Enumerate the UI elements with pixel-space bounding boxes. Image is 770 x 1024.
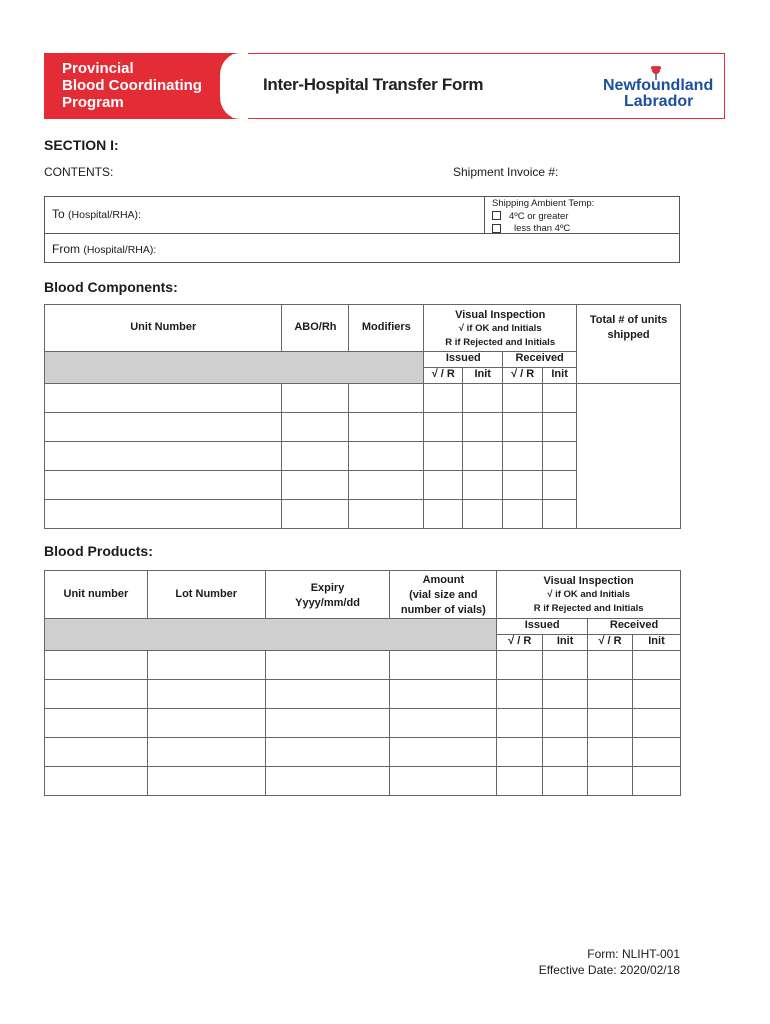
effective-date: Effective Date: 2020/02/18 (538, 963, 680, 977)
table-row (45, 651, 681, 680)
box-vertical-divider (484, 196, 485, 234)
cell[interactable] (543, 709, 588, 738)
cell[interactable] (147, 680, 265, 709)
cell[interactable] (497, 680, 543, 709)
shipping-title: Shipping Ambient Temp: (492, 198, 595, 209)
total-units-cell[interactable] (577, 384, 681, 529)
grey-band (45, 619, 497, 651)
cell[interactable] (543, 413, 577, 442)
cell[interactable] (147, 738, 265, 767)
cell[interactable] (282, 500, 349, 529)
issued-check-header: √ / R (497, 635, 543, 651)
header-border-right (724, 53, 725, 119)
col-amount: Amount (vial size and number of vials) (390, 571, 497, 619)
cell[interactable] (282, 413, 349, 442)
cell[interactable] (45, 471, 282, 500)
cell[interactable] (543, 500, 577, 529)
cell[interactable] (147, 709, 265, 738)
cell[interactable] (424, 500, 463, 529)
col-unit-number: Unit number (45, 571, 148, 619)
cell[interactable] (633, 738, 681, 767)
cell[interactable] (424, 413, 463, 442)
received-check-header: √ / R (588, 635, 633, 651)
col-unit-number: Unit Number (45, 305, 282, 352)
temp-option-2[interactable]: less than 4ºC (492, 223, 594, 236)
col-modifiers: Modifiers (349, 305, 424, 352)
cell[interactable] (265, 738, 390, 767)
cell[interactable] (265, 651, 390, 680)
cell[interactable] (463, 442, 503, 471)
cell[interactable] (45, 709, 148, 738)
cell[interactable] (390, 680, 497, 709)
cell[interactable] (633, 709, 681, 738)
temp-option-1[interactable]: 4ºC or greater (492, 211, 594, 224)
cell[interactable] (543, 384, 577, 413)
cell[interactable] (503, 471, 543, 500)
issued-init-header: Init (463, 368, 503, 384)
logo-newfoundland: Newfoundland (603, 77, 714, 94)
cell[interactable] (147, 651, 265, 680)
cell[interactable] (497, 738, 543, 767)
section-title: SECTION I: (44, 137, 119, 153)
components-title: Blood Components: (44, 279, 178, 295)
cell[interactable] (45, 384, 282, 413)
issued-check-header: √ / R (424, 368, 463, 384)
table-row (45, 738, 681, 767)
table-row (45, 384, 681, 413)
cell[interactable] (424, 442, 463, 471)
cell[interactable] (390, 651, 497, 680)
cell[interactable] (349, 471, 424, 500)
cell[interactable] (588, 651, 633, 680)
issued-header: Issued (424, 352, 503, 368)
header-border-bottom (232, 118, 725, 119)
cell[interactable] (45, 738, 148, 767)
cell[interactable] (463, 384, 503, 413)
cell[interactable] (349, 442, 424, 471)
cell[interactable] (265, 680, 390, 709)
cell[interactable] (543, 651, 588, 680)
cell[interactable] (503, 384, 543, 413)
col-total-units: Total # of units shipped (577, 305, 681, 384)
cell[interactable] (497, 767, 543, 796)
cell[interactable] (349, 384, 424, 413)
header-border-top (232, 53, 725, 54)
cell[interactable] (282, 442, 349, 471)
cell[interactable] (543, 767, 588, 796)
table-row (45, 709, 681, 738)
cell[interactable] (45, 767, 148, 796)
cell[interactable] (543, 738, 588, 767)
cell[interactable] (463, 413, 503, 442)
cell[interactable] (349, 413, 424, 442)
cell[interactable] (588, 738, 633, 767)
received-check-header: √ / R (503, 368, 543, 384)
cell[interactable] (463, 471, 503, 500)
cell[interactable] (349, 500, 424, 529)
cell[interactable] (633, 767, 681, 796)
issued-init-header: Init (543, 635, 588, 651)
received-header: Received (588, 619, 681, 635)
cell[interactable] (463, 500, 503, 529)
cell[interactable] (503, 442, 543, 471)
shipping-temp (492, 198, 594, 236)
contents-label: CONTENTS: (44, 165, 114, 179)
cell[interactable] (633, 680, 681, 709)
col-visual-inspection: Visual Inspection √ if OK and Initials R if Rejected and Initials (497, 571, 681, 619)
cell[interactable] (390, 767, 497, 796)
checkbox-icon[interactable] (492, 211, 501, 220)
to-hospital-field[interactable]: To (Hospital/RHA): (52, 207, 141, 221)
cell[interactable] (147, 767, 265, 796)
cell[interactable] (45, 680, 148, 709)
cell[interactable] (424, 471, 463, 500)
cell[interactable] (503, 500, 543, 529)
cell[interactable] (265, 767, 390, 796)
invoice-label: Shipment Invoice #: (453, 165, 559, 179)
header-curve (218, 53, 248, 119)
cell[interactable] (543, 680, 588, 709)
col-visual-inspection: Visual Inspection √ if OK and Initials R if Rejected and Initials (424, 305, 577, 352)
table-row (45, 680, 681, 709)
cell[interactable] (282, 471, 349, 500)
cell[interactable] (588, 767, 633, 796)
issued-header: Issued (497, 619, 588, 635)
cell[interactable] (45, 500, 282, 529)
cell[interactable] (588, 709, 633, 738)
program-name: Provincial Blood Coordinating Program (62, 60, 202, 111)
form-title: Inter-Hospital Transfer Form (263, 75, 484, 94)
from-hospital-field[interactable]: From (Hospital/RHA): (52, 242, 157, 256)
cell[interactable] (265, 709, 390, 738)
col-abo-rh: ABO/Rh (282, 305, 349, 352)
table-row (45, 767, 681, 796)
products-table (44, 570, 681, 796)
cell[interactable] (45, 413, 282, 442)
received-init-header: Init (633, 635, 681, 651)
col-expiry: Expiry Yyyy/mm/dd (265, 571, 390, 619)
cell[interactable] (45, 442, 282, 471)
cell[interactable] (633, 651, 681, 680)
cell[interactable] (424, 384, 463, 413)
cell[interactable] (497, 709, 543, 738)
cell[interactable] (543, 442, 577, 471)
cell[interactable] (282, 384, 349, 413)
logo-labrador: Labrador (624, 93, 694, 110)
cell[interactable] (45, 651, 148, 680)
received-init-header: Init (543, 368, 577, 384)
col-lot-number: Lot Number (147, 571, 265, 619)
received-header: Received (503, 352, 577, 368)
cell[interactable] (588, 680, 633, 709)
cell[interactable] (390, 709, 497, 738)
cell[interactable] (503, 413, 543, 442)
cell[interactable] (390, 738, 497, 767)
components-table (44, 304, 681, 529)
checkbox-icon[interactable] (492, 224, 501, 233)
form-footer (539, 946, 680, 978)
products-title: Blood Products: (44, 543, 153, 559)
cell[interactable] (497, 651, 543, 680)
form-number: Form: NLIHT-001 (587, 947, 680, 961)
cell[interactable] (543, 471, 577, 500)
grey-band (45, 352, 424, 384)
